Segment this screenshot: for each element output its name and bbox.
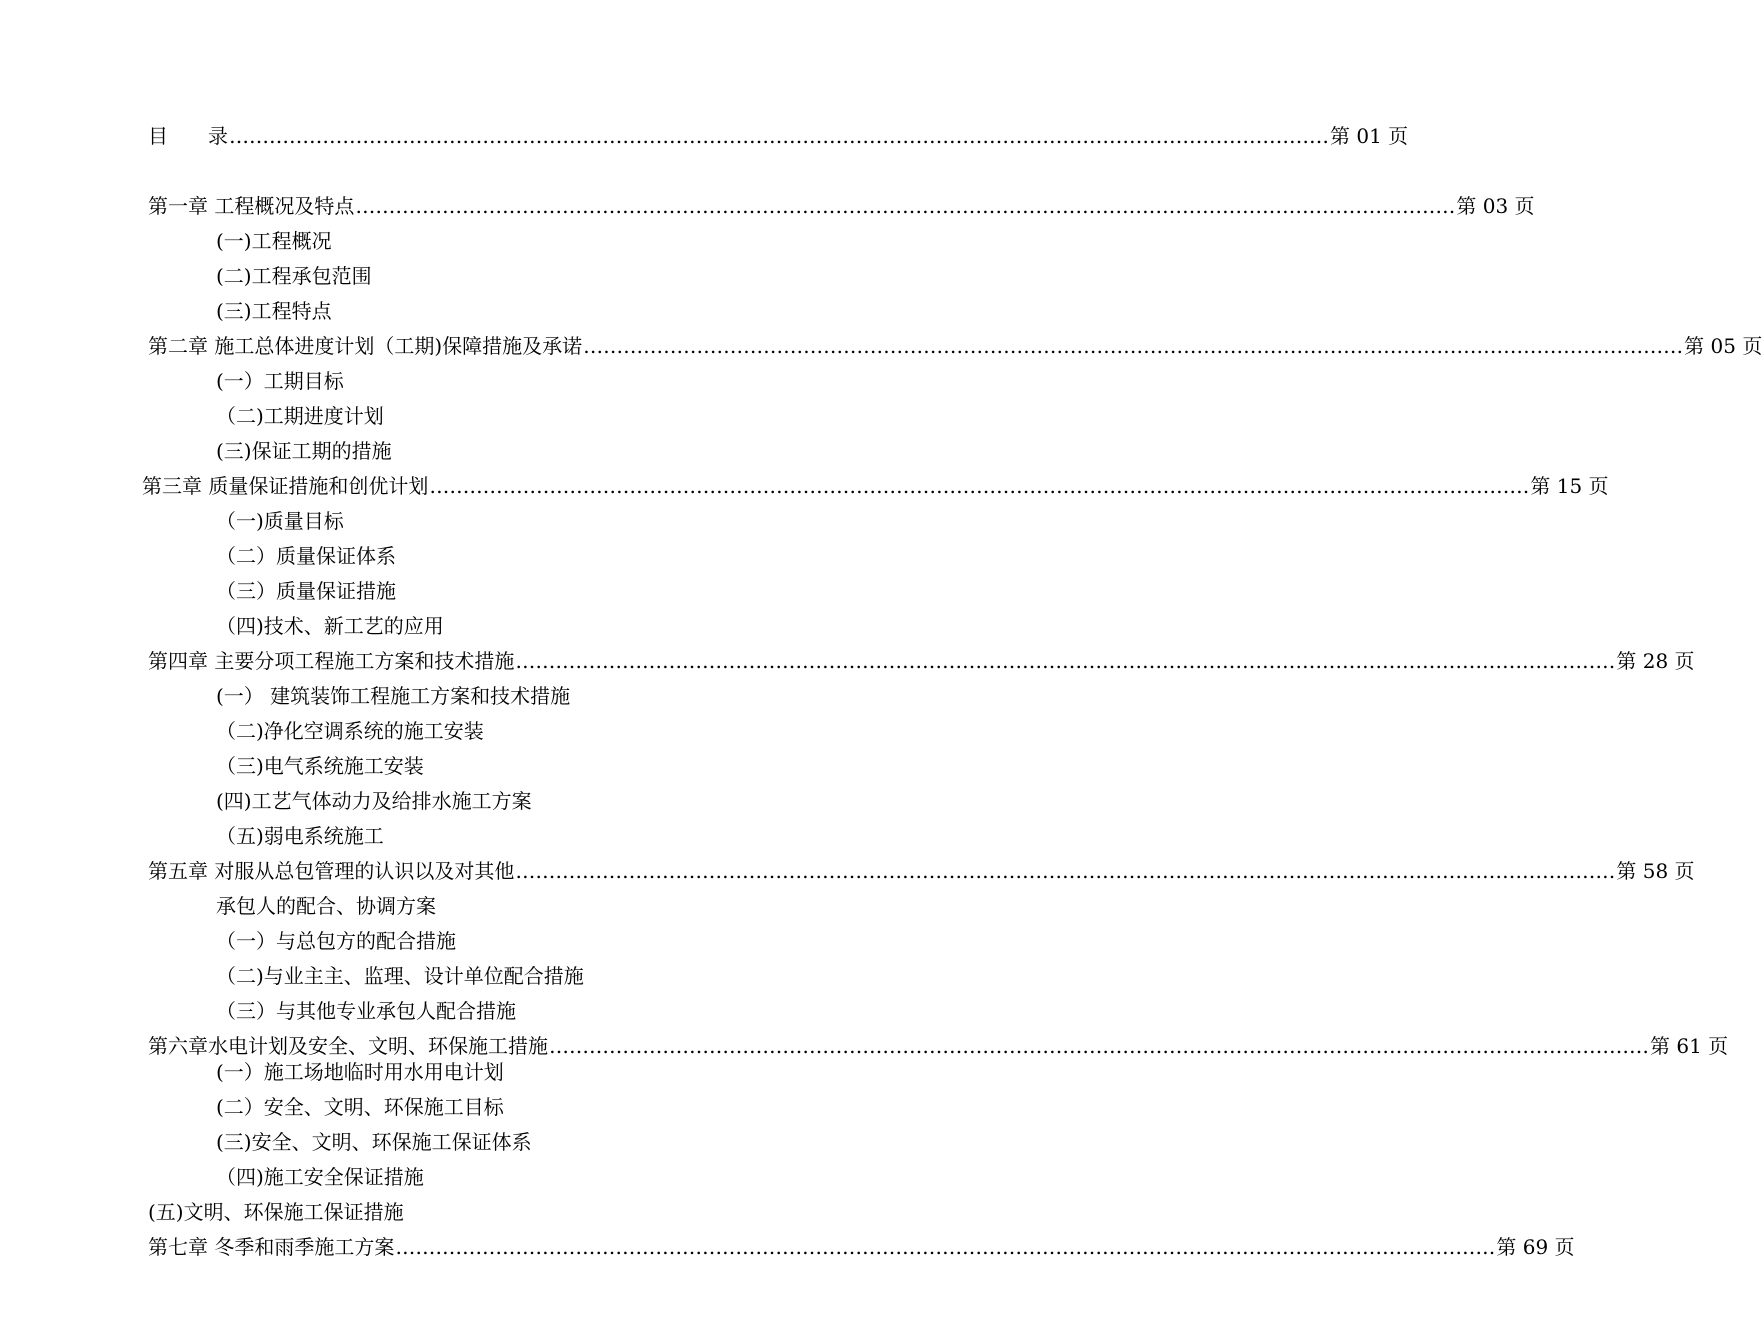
leader-dots: …………………………………………………………………………………………………………………………………………………: [429, 474, 1530, 498]
chapter-page-number: 第 61 页: [1650, 1034, 1729, 1058]
leader-dots: …………………………………………………………………………………………………………………………………………………: [549, 1034, 1649, 1058]
toc-section: (一）施工场地临时用水用电计划: [216, 1060, 504, 1084]
toc-title-row: [148, 122, 1409, 150]
chapter-title: 第三章 质量保证措施和创优计划: [142, 474, 429, 498]
toc-section: （二)与业主主、监理、设计单位配合措施: [216, 964, 584, 988]
leader-dots: …………………………………………………………………………………………………………………………………………………: [355, 194, 1456, 218]
toc-section: (三)安全、文明、环保施工保证体系: [216, 1130, 532, 1154]
chapter-title: 第六章水电计划及安全、文明、环保施工措施: [148, 1034, 548, 1058]
toc-section: （四)施工安全保证措施: [216, 1165, 424, 1189]
toc-section: （三）质量保证措施: [216, 579, 396, 603]
toc-section: （二)净化空调系统的施工安装: [216, 719, 484, 743]
chapter-page-number: 第 03 页: [1456, 194, 1535, 218]
chapter-title: 第五章 对服从总包管理的认识以及对其他: [148, 859, 515, 883]
toc-section: （一)质量目标: [216, 509, 344, 533]
toc-section: （四)技术、新工艺的应用: [216, 614, 444, 638]
toc-chapter-2: [148, 332, 1762, 360]
toc-section: （一）与总包方的配合措施: [216, 929, 456, 953]
toc-chapter-7: [148, 1233, 1575, 1261]
toc-section: （三）与其他专业承包人配合措施: [216, 999, 516, 1023]
chapter-title: 第四章 主要分项工程施工方案和技术措施: [148, 649, 515, 673]
chapter-title-continuation: 承包人的配合、协调方案: [216, 894, 436, 918]
toc-section: (一）工期目标: [216, 369, 344, 393]
toc-section: (四)工艺气体动力及给排水施工方案: [216, 789, 532, 813]
toc-section: （三)电气系统施工安装: [216, 754, 424, 778]
toc-section: （二）质量保证体系: [216, 544, 396, 568]
chapter-title: 第一章 工程概况及特点: [148, 194, 355, 218]
chapter-title: 第二章 施工总体进度计划（工期)保障措施及承诺: [148, 334, 583, 358]
chapter-page-number: 第 69 页: [1496, 1235, 1575, 1259]
leader-dots: …………………………………………………………………………………………………………………………………………………: [583, 334, 1684, 358]
chapter-title: 第七章 冬季和雨季施工方案: [148, 1235, 395, 1259]
toc-title: 目 录: [148, 124, 228, 148]
toc-chapter-6: [148, 1032, 1729, 1060]
toc-chapter-4: [148, 647, 1695, 675]
leader-dots: …………………………………………………………………………………………………………………………………………………: [395, 1235, 1496, 1259]
chapter-page-number: 第 15 页: [1530, 474, 1609, 498]
toc-section: (一） 建筑装饰工程施工方案和技术措施: [216, 684, 571, 708]
toc-section: （二)工期进度计划: [216, 404, 384, 428]
toc-section: (三)保证工期的措施: [216, 439, 392, 463]
toc-chapter-5: [148, 857, 1695, 885]
chapter-page-number: 第 28 页: [1616, 649, 1695, 673]
toc-chapter-1: [148, 192, 1535, 220]
toc-page-number: 第 01 页: [1330, 124, 1409, 148]
leader-dots: …………………………………………………………………………………………………………………………………………………: [229, 124, 1329, 148]
toc-section: (二)工程承包范围: [216, 264, 372, 288]
chapter-page-number: 第 58 页: [1616, 859, 1695, 883]
toc-chapter-3: [142, 472, 1609, 500]
leader-dots: …………………………………………………………………………………………………………………………………………………: [515, 649, 1616, 673]
toc-section: （五)弱电系统施工: [216, 824, 384, 848]
toc-section: (三)工程特点: [216, 299, 332, 323]
chapter-page-number: 第 05 页: [1684, 334, 1762, 358]
toc-section: (五)文明、环保施工保证措施: [148, 1200, 404, 1224]
leader-dots: …………………………………………………………………………………………………………………………………………………: [515, 859, 1616, 883]
toc-section: (二）安全、文明、环保施工目标: [216, 1095, 504, 1119]
toc-section: (一)工程概况: [216, 229, 332, 253]
